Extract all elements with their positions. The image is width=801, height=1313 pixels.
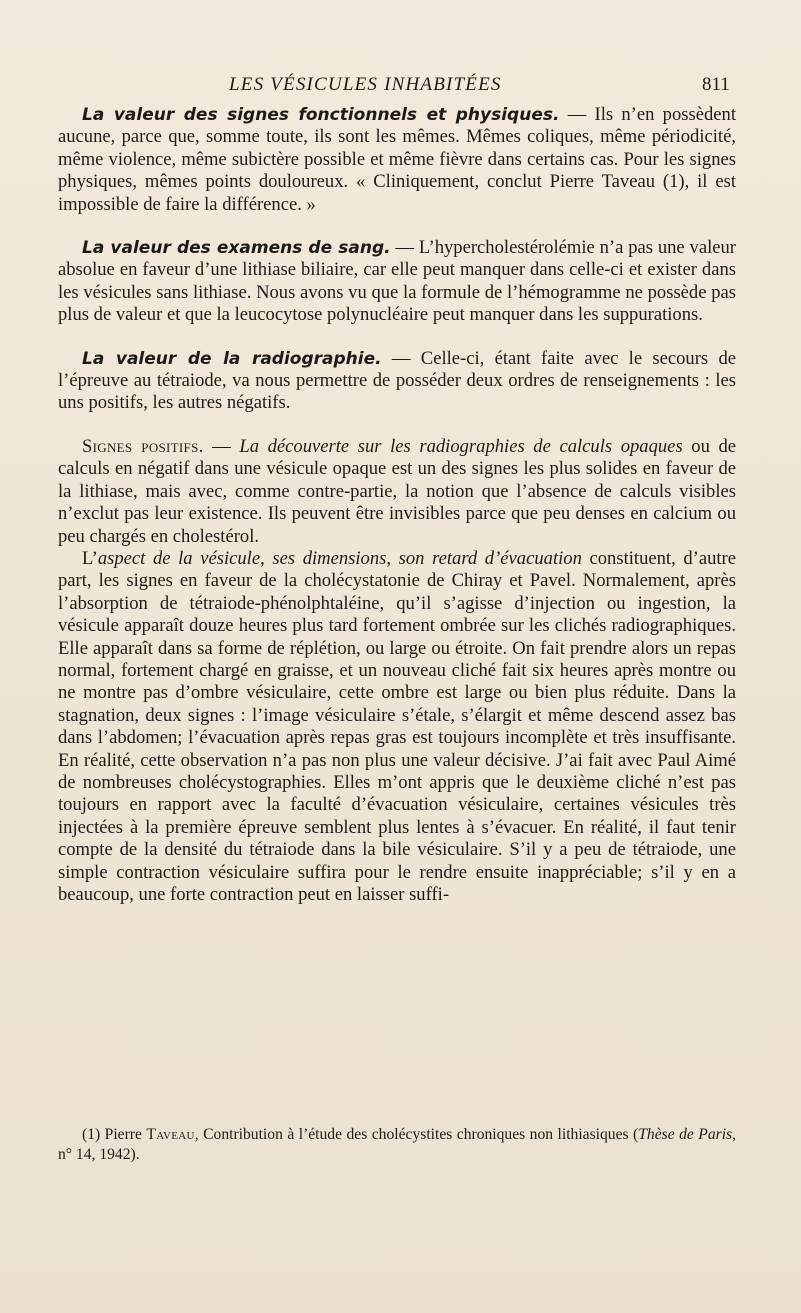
page-number: 811 [702, 74, 730, 95]
paragraph-text: — L’hypercholestérolémie n’a pas une valeur absolue en faveur d’une lithiase biliaire, car elle peut manquer dans celle-ci et exister dans les vésicules sans lithiase. Nous avons vu que la formule de l’hémogramme ne possède pas plus de valeur et que la leucocytose polynucléaire peut manquer dans les suppurations. [58, 237, 736, 326]
separator: , [386, 547, 399, 569]
paragraph-signes-fonctionnels [58, 104, 736, 216]
italic-phrase: son retard d’évacuation [398, 547, 582, 569]
paragraph-text: — Celle-ci, étant faite avec le secours de l’épreuve au tétraiode, va nous permettre de posséder deux ordres de renseignements : les uns positifs, les autres négatifs. [58, 347, 737, 414]
section-heading: La valeur des examens de sang. [82, 238, 391, 259]
footnote-marker: (1) Pierre [82, 1126, 147, 1143]
paragraph-aspect-vesicule [58, 548, 736, 907]
italic-phrase: ses dimensions [272, 547, 387, 569]
paragraph-radiographie [58, 348, 736, 415]
paragraph-signes-positifs [58, 436, 736, 548]
footnote-body: , n° 14, 1942). [58, 1126, 736, 1163]
paragraph-text: constituent, d’autre part, les signes en faveur de la cholécystatonie de Chiray et Pavel. Normalement, après l’absorption de tétraiode-phénolphtaléine, qu’il s’agisse d’injection ou ingestion, la vésicule apparaît douze heures plus tard fortement ombrée sur les clichés radiographiques. Elle apparaît dans sa forme de réplétion, ou large ou étroite. On fait prendre alors un repas normal, fortement chargé en graisse, et un nouveau cliché fait six heures après montre ou ne montre pas d’ombre vésiculaire, cette ombre est large ou bien plus réduite. Dans la stagnation, deux signes : l’image vésiculaire s’étale, s’élargit et même descend assez bas dans l’abdomen; l’évacuation après repas gras est toujours incomplète et très insuffisante. En réalité, cette observation n’a pas non plus une valeur décisive. J’ai fait avec Paul Aimé de nombreuses cholécystographies. Elles m’ont appris que le deuxième cliché n’est pas toujours en rapport avec la faculté d’évacuation vésiculaire, certaines vésicules très injectées à la première épreuve semblent plus lentes à s’évacuer. En réalité, il faut tenir compte de la densité du tétraiode dans la bile vésiculaire. S’il y a peu de tétraiode, une simple contraction vésiculaire suffira pour le rendre ensuite inappréciable; s’il y en a beaucoup, une forte contraction peut en laisser suffi- [58, 547, 736, 905]
paragraph-examens-de-sang [58, 237, 736, 327]
footnote-text [58, 1125, 736, 1165]
section-heading: La valeur des signes fonctionnels et physiques. [82, 105, 560, 125]
paragraph-text: — Ils n’en possèdent aucune, parce que, somme toute, ils sont les mêmes. Mêmes coliques, même périodicité, même violence, même subictère possible et même fièvre dans certains cas. Pour les signes physiques, mêmes points douloureux. « Cliniquement, conclut Pierre Taveau (1), il est impossible de faire la différence. » [58, 104, 737, 215]
italic-phrase: aspect de la vésicule [97, 547, 261, 569]
running-title: LES VÉSICULES INHABITÉES [229, 74, 502, 95]
body-text [58, 104, 736, 906]
footnote-author: Taveau [146, 1126, 195, 1143]
footnote-italic: Thèse de Paris [638, 1126, 733, 1143]
footnote [58, 1125, 736, 1165]
section-heading: La valeur de la radiographie. [82, 348, 382, 369]
paragraph-text: ou de calculs en négatif dans une vésicule opaque est un des signes les plus solides en faveur de la lithiase, mais avec, comme contre-partie, la notion que l’absence de calculs visibles n’exclut pas leur existence. Ils peuvent être invisibles parce que peu denses en calcium ou peu chargés en cholestérol. [58, 435, 737, 547]
italic-phrase: La découverte sur les radiographies de calculs opaques [239, 435, 683, 457]
dash: — [203, 435, 240, 457]
footnote-body: , Contribution à l’étude des cholécystites chroniques non lithiasiques ( [194, 1126, 639, 1143]
separator: , [260, 547, 273, 569]
lead-text: L’ [82, 547, 98, 569]
small-caps-label: Signes positifs. [82, 435, 204, 457]
page-header [0, 74, 801, 104]
